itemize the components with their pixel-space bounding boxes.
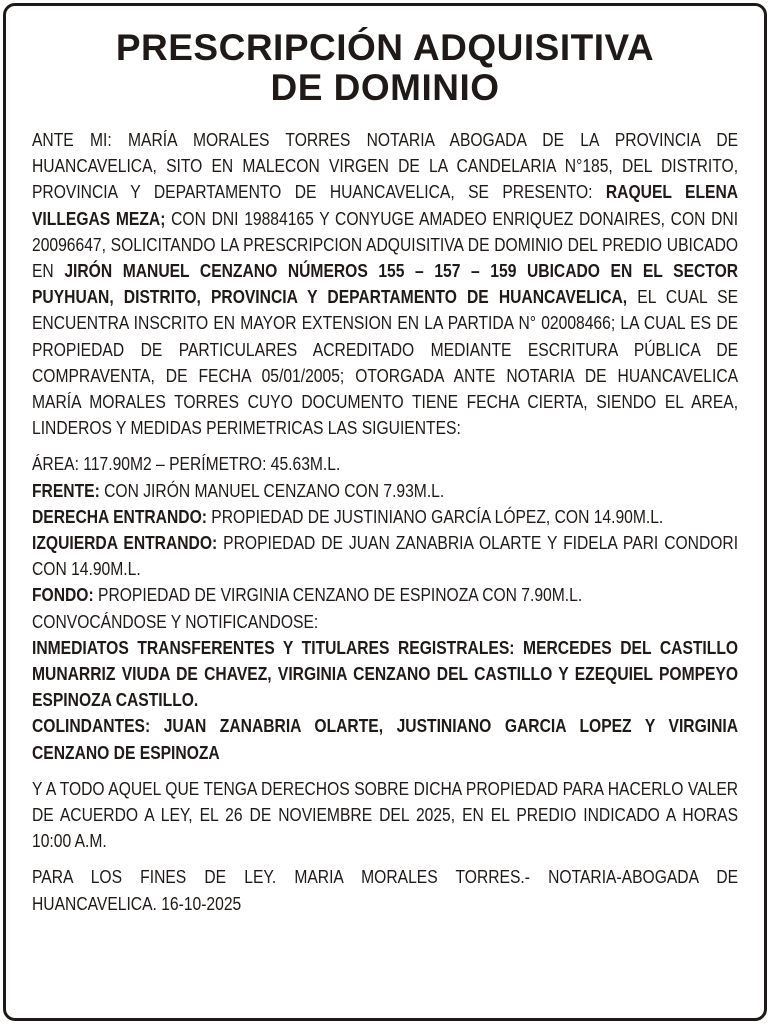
closing-paragraph: PARA LOS FINES DE LEY. MARIA MORALES TORRES.- NOTARIA-ABOGADA DE HUANCAVELICA. 16-10-2025 bbox=[32, 867, 739, 914]
derecha-text: PROPIEDAD DE JUSTINIANO GARCÍA LÓPEZ, CON 14.90M.L. bbox=[206, 506, 664, 527]
fondo-label: FONDO: bbox=[32, 585, 94, 606]
frente-text: CON JIRÓN MANUEL CENZANO CON 7.93M.L. bbox=[99, 480, 445, 501]
intro-text-3: EL CUAL SE ENCUENTRA INSCRITO EN MAYOR EXTENSION EN LA PARTIDA N° 02008466; LA CUAL ES DE PROPIEDAD DE PARTICULARES ACREDITADO MEDIANTE ESCRITURA PÚBLICA DE COMPRAVENTA, DE FECHA 05/01/2005; OTORGADA ANTE NOTARIA DE HUANCAVELICA MARÍA MORALES TORRES CUYO DOCUMENTO TIENE FECHA CIERTA, SIENDO EL AREA, LINDEROS Y MEDIDAS PERIMETRICAS LAS SIGUIENTES: bbox=[32, 287, 739, 439]
inmediatos-text: INMEDIATOS TRANSFERENTES Y TITULARES REGISTRALES: MERCEDES DEL CASTILLO MUNARRIZ VIUDA DE CHAVEZ, VIRGINIA CENZANO DEL CASTILLO Y EZEQUIEL POMPEYO ESPINOZA CASTILLO. bbox=[32, 637, 739, 711]
convocando-line: CONVOCÁNDOSE Y NOTIFICANDOSE: bbox=[32, 611, 319, 632]
derecha-line bbox=[32, 504, 738, 530]
intro-paragraph bbox=[32, 127, 738, 441]
notice-paragraph: Y A TODO AQUEL QUE TENGA DERECHOS SOBRE DICHA PROPIEDAD PARA HACERLO VALER DE ACUERDO A LEY, EL 26 DE NOVIEMBRE DEL 2025, EN EL PREDIO INDICADO A HORAS 10:00 A.M. bbox=[32, 778, 739, 852]
izquierda-text: PROPIEDAD DE JUAN ZANABRIA OLARTE Y FIDELA PARI CONDORI CON 14.90M.L. bbox=[32, 533, 739, 580]
notice-title bbox=[0, 28, 770, 108]
notice-body bbox=[32, 127, 738, 917]
area-line: ÁREA: 117.90M2 – PERÍMETRO: 45.63M.L. bbox=[32, 454, 341, 475]
frente-line bbox=[32, 478, 738, 504]
intro-text-1: ANTE MI: MARÍA MORALES TORRES NOTARIA ABOGADA DE LA PROVINCIA DE HUANCAVELICA, SITO EN MALECON VIRGEN DE LA CANDELARIA N°185, DEL DISTRITO, PROVINCIA Y DEPARTAMENTO DE HUANCAVELICA, SE PRESENTO: bbox=[32, 130, 739, 203]
fondo-line bbox=[32, 582, 738, 608]
fondo-text: PROPIEDAD DE VIRGINIA CENZANO DE ESPINOZA CON 7.90M.L. bbox=[93, 585, 583, 606]
property-address: JIRÓN MANUEL CENZANO NÚMEROS 155 – 157 – 159 UBICADO EN EL SECTOR PUYHUAN, DISTRITO, PROVINCIA Y DEPARTAMENTO DE HUANCAVELICA, bbox=[32, 261, 739, 308]
inmediatos-line bbox=[32, 635, 738, 714]
colindantes-line bbox=[32, 713, 738, 765]
derecha-label: DERECHA ENTRANDO: bbox=[32, 506, 207, 527]
title-line-1: PRESCRIPCIÓN ADQUISITIVA bbox=[115, 27, 655, 68]
title-line-2: DE DOMINIO bbox=[270, 67, 500, 108]
applicant-name: RAQUEL ELENA VILLEGAS MEZA; bbox=[32, 182, 739, 229]
colindantes-text: COLINDANTES: JUAN ZANABRIA OLARTE, JUSTINIANO GARCIA LOPEZ Y VIRGINIA CENZANO DE ESPINOZA bbox=[32, 716, 739, 763]
intro-text-2: CON DNI 19884165 Y CONYUGE AMADEO ENRIQUEZ DONAIRES, CON DNI 20096647, SOLICITANDO LA PRESCRIPCION ADQUISITIVA DE DOMINIO DEL PREDIO UBICADO EN bbox=[32, 208, 739, 282]
izquierda-label: IZQUIERDA ENTRANDO: bbox=[32, 533, 218, 554]
izquierda-line bbox=[32, 530, 738, 582]
frente-label: FRENTE: bbox=[32, 480, 100, 501]
